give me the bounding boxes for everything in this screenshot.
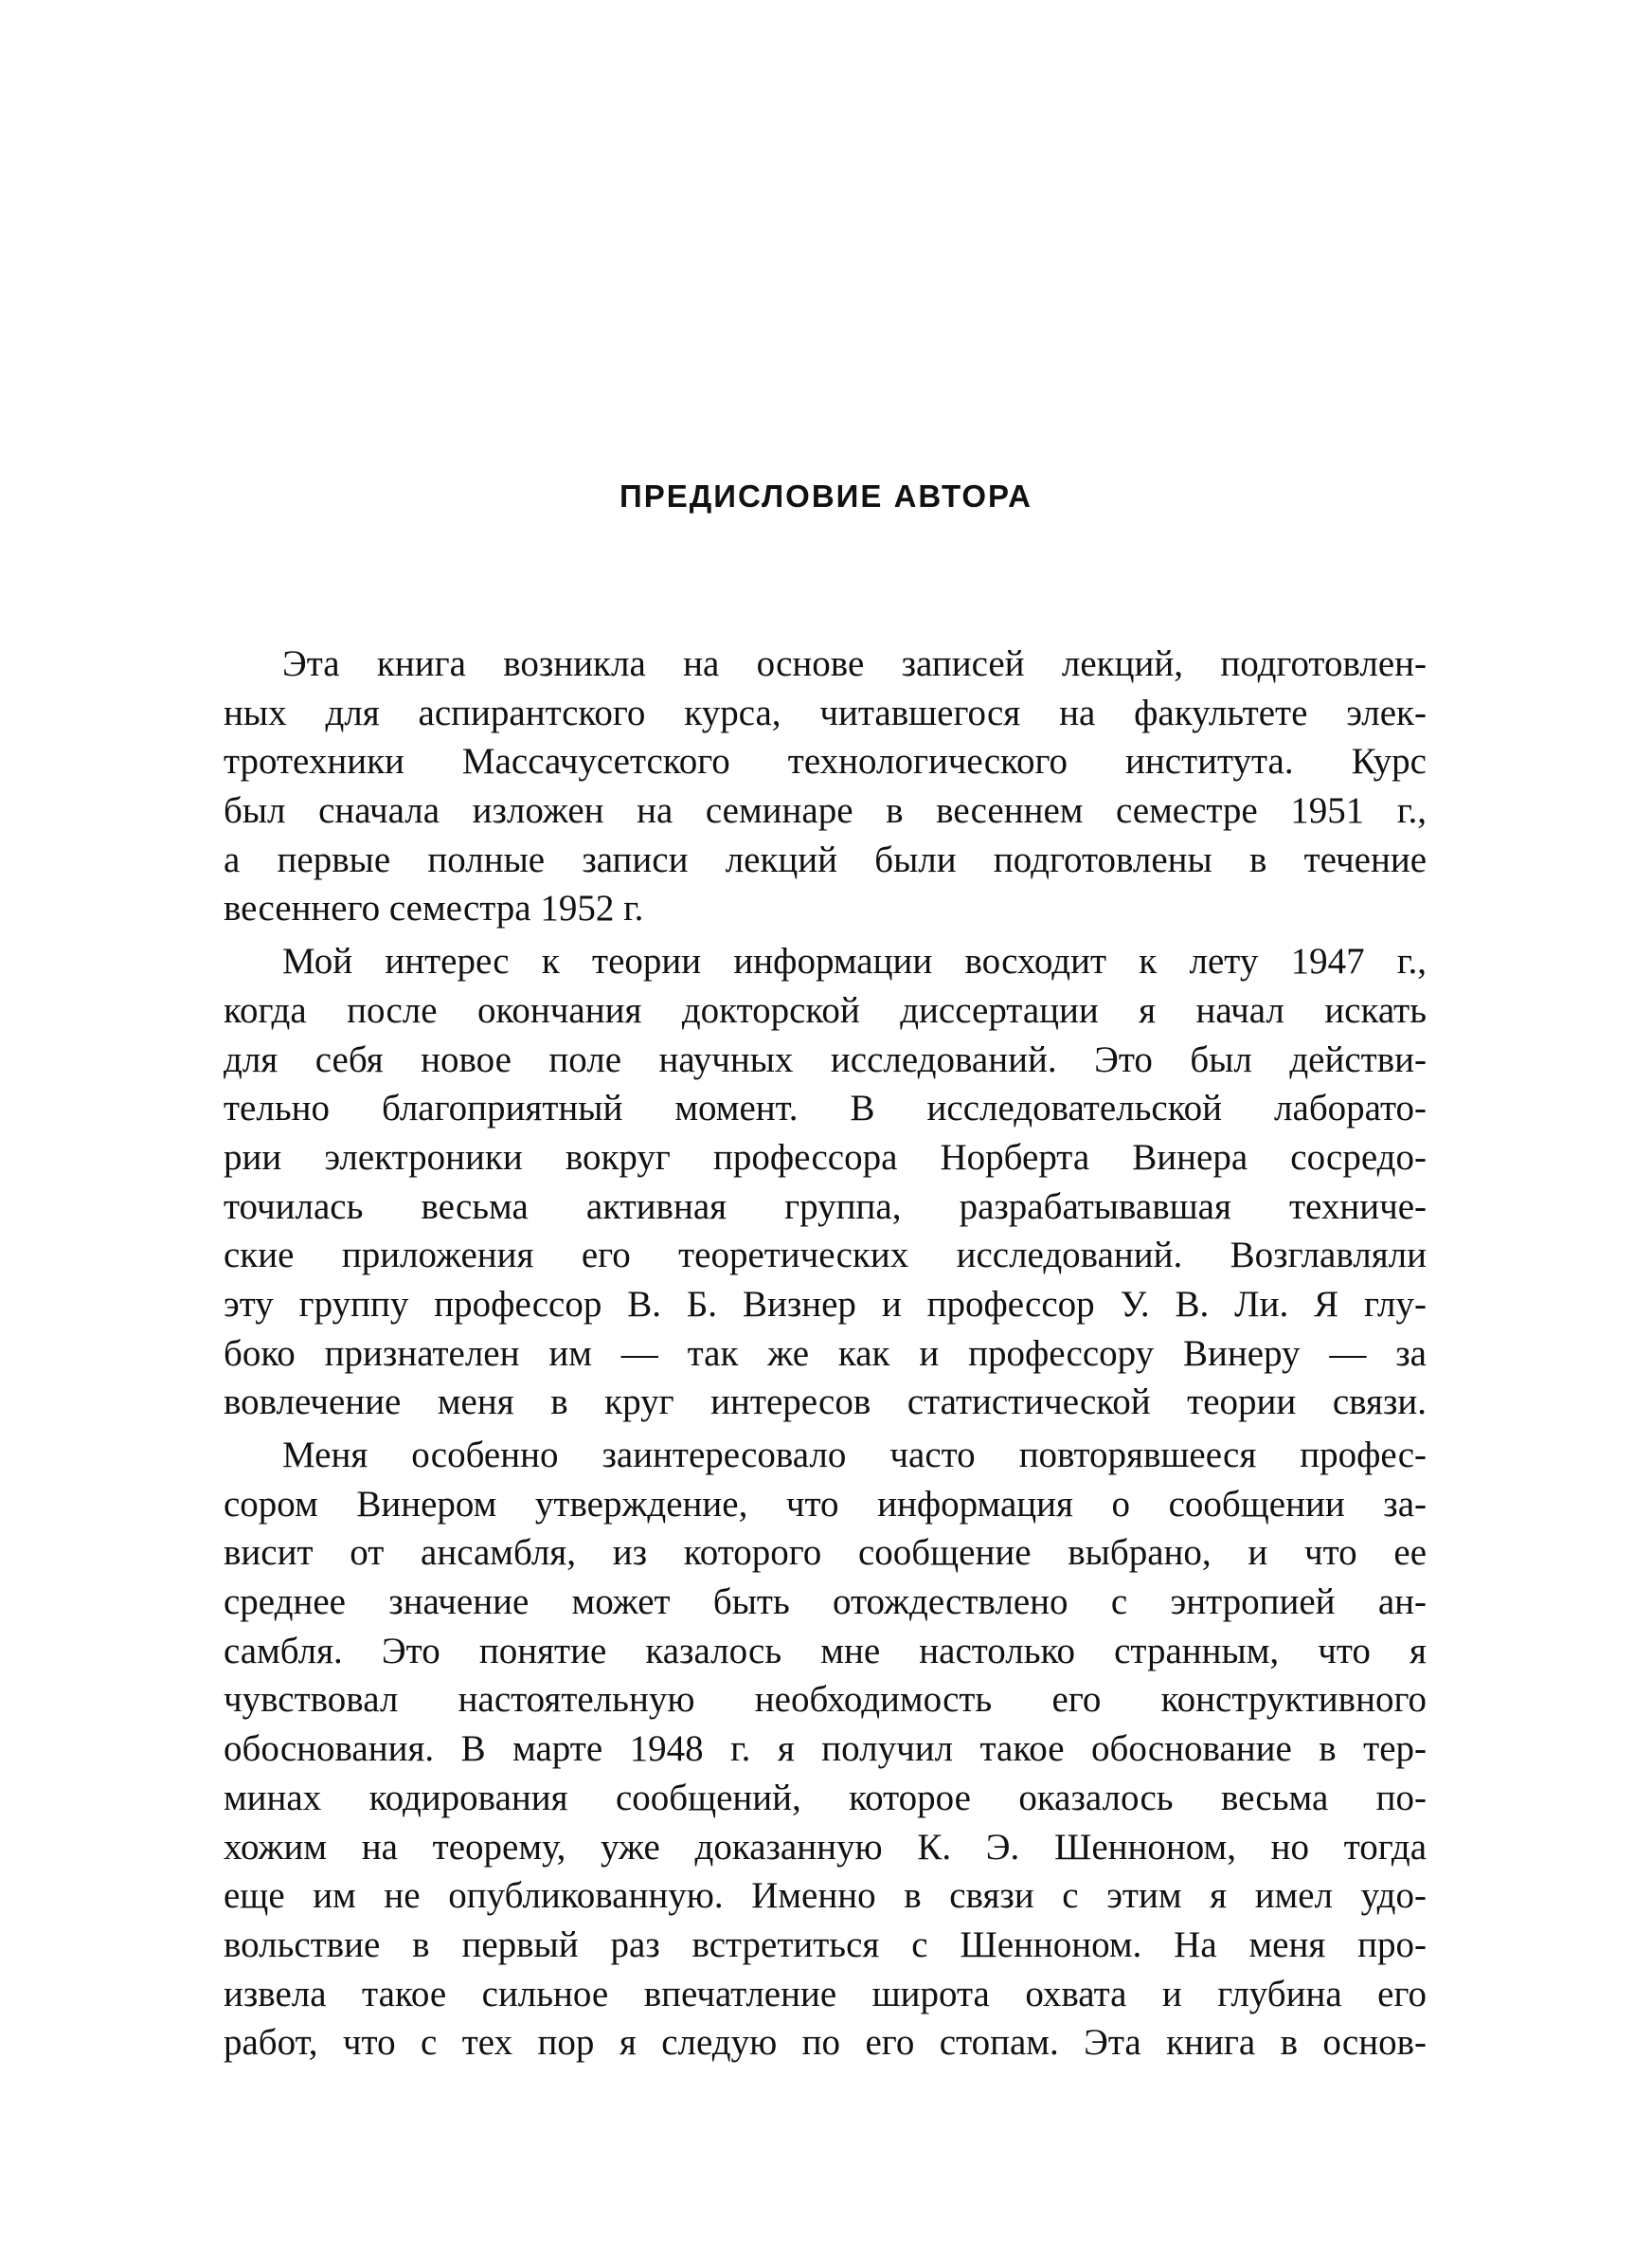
text-line: висит от ансамбля, из которого сообщение выбрано, и что ее [224,1532,1427,1574]
text-line: вовлечение меня в круг интересов статистической теории связи. [224,1381,1427,1423]
text-line: когда после окончания докторской диссертации я начал искать [224,989,1427,1031]
body-text [224,640,1427,2071]
text-line: ские приложения его теоретических исследований. Возглавляли [224,1235,1427,1276]
text-line: Эта книга возникла на основе записей лекций, подготовлен- [282,643,1427,684]
text-line: работ, что с тех пор я следую по его стопам. Эта книга в основ- [224,2022,1427,2064]
text-line: Меня особенно заинтересовало часто повторявшееся профес- [282,1435,1427,1475]
text-line: весеннего семестра 1952 г. [224,888,644,930]
text-line: чувствовал настоятельную необходимость его конструктивного [224,1679,1427,1721]
text-line: извела такое сильное впечатление широта охвата и глубина его [224,1973,1427,2014]
text-line: обоснования. В марте 1948 г. я получил такое обоснование в тер- [224,1728,1427,1770]
text-line: рии электроники вокруг профессора Норберта Винера сосредо- [224,1136,1427,1178]
text-line: боко признателен им — так же как и профессору Винеру — за [224,1332,1427,1374]
text-line: тротехники Массачусетского технологического института. Курс [224,741,1427,783]
text-line: самбля. Это понятие казалось мне настолько странным, что я [224,1630,1427,1671]
text-line: точилась весьма активная группа, разрабатывавшая техниче- [224,1185,1427,1227]
text-line: ных для аспирантского курса, читавшегося на факультете элек- [224,692,1427,733]
text-line: минах кодирования сообщений, которое оказалось весьма по- [224,1777,1427,1818]
text-line: еще им не опубликованную. Именно в связи с этим я имел удо- [224,1875,1427,1917]
text-line: хожим на теорему, уже доказанную К. Э. Шенноном, но тогда [224,1826,1427,1868]
paragraph-3 [224,1431,1427,2067]
text-line: Мой интерес к теории информации восходит к лету 1947 г., [282,941,1427,983]
text-line: вольствие в первый раз встретиться с Шенноном. На меня про- [224,1923,1427,1965]
page-title: ПРЕДИСЛОВИЕ АВТОРА [620,478,1032,514]
paragraph-2 [224,937,1427,1427]
text-line: среднее значение может быть отождествлено с энтропией ан- [224,1581,1427,1623]
text-line: был сначала изложен на семинаре в весеннем семестре 1951 г., [224,790,1427,832]
paragraph-1 [224,640,1427,933]
text-line: а первые полные записи лекций были подготовлены в течение [224,839,1427,880]
text-line: сором Винером утверждение, что информация о сообщении за- [224,1483,1427,1525]
text-line: для себя новое поле научных исследований. Это был действи- [224,1038,1427,1080]
text-line: тельно благоприятный момент. В исследовательской лаборато- [224,1088,1427,1129]
text-line: эту группу профессор В. Б. Визнер и профессор У. В. Ли. Я глу- [224,1283,1427,1325]
